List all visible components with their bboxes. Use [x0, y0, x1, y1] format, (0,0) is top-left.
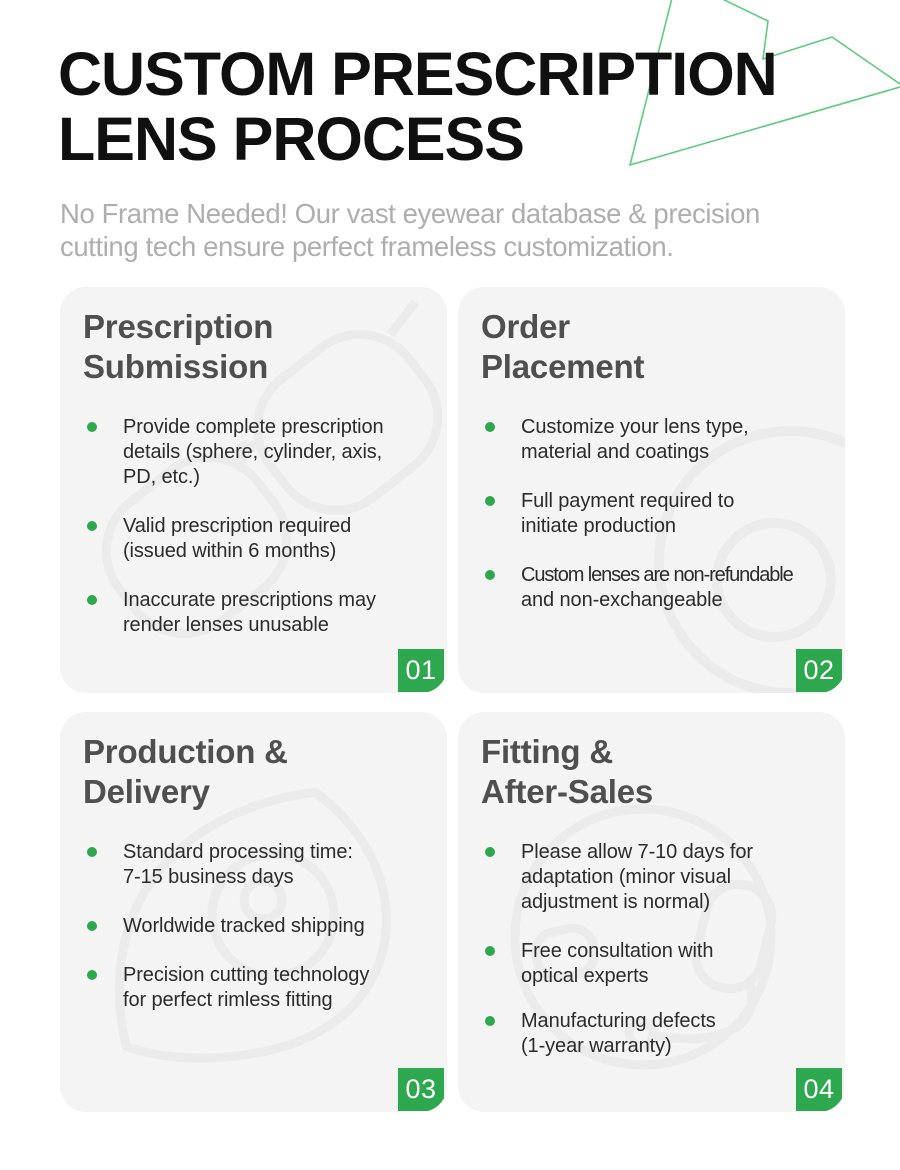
bullet-text: Valid prescription required (issued within 6 months) [123, 515, 352, 562]
bullet-text: Manufacturing defects (1-year warranty) [521, 1010, 716, 1057]
card-title [481, 732, 653, 812]
bullet-dot-icon [485, 847, 495, 857]
bullet-text: Customize your lens type, material and coatings [521, 416, 749, 463]
bullet-text: Full payment required to initiate production [521, 490, 735, 537]
card-title-line: Prescription [83, 308, 274, 345]
bullet-list [60, 840, 447, 1037]
bullet-dot-icon [87, 595, 97, 605]
bullet-dot-icon [485, 496, 495, 506]
step-number-badge: 02 [796, 649, 842, 692]
page-title [58, 42, 777, 172]
card-title [83, 732, 288, 812]
card-title-line: Placement [481, 348, 645, 385]
list-item [60, 514, 447, 564]
card-production-delivery [60, 712, 447, 1112]
list-item [458, 563, 845, 613]
steps-grid [60, 287, 845, 1112]
bullet-text: Standard processing time: 7-15 business days [123, 841, 353, 888]
list-item [458, 1009, 845, 1059]
list-item [60, 914, 447, 939]
bullet-list [60, 415, 447, 662]
bullet-dot-icon [87, 847, 97, 857]
card-title [83, 307, 273, 387]
card-title-line: Submission [83, 348, 269, 385]
bullet-list [458, 840, 845, 1083]
bullet-dot-icon [485, 946, 495, 956]
bullet-dot-icon [87, 422, 97, 432]
list-item [60, 588, 447, 638]
list-item [60, 840, 447, 890]
bullet-dot-icon [87, 521, 97, 531]
step-number-badge: 01 [398, 649, 444, 692]
bullet-dot-icon [485, 422, 495, 432]
bullet-dot-icon [485, 1016, 495, 1026]
list-item [60, 963, 447, 1013]
page-subtitle-line: No Frame Needed! Our vast eyewear database & precision [60, 198, 760, 229]
bullet-text: Precision cutting technology for perfect rimless fitting [123, 964, 370, 1011]
card-title-line: Production & [83, 733, 288, 770]
bullet-list [458, 415, 845, 637]
card-prescription-submission [60, 287, 447, 693]
bullet-text: Free consultation with optical experts [521, 940, 714, 987]
list-item [458, 489, 845, 539]
card-title-line: Fitting & [481, 733, 613, 770]
card-title-line: Delivery [83, 773, 210, 810]
bullet-text: Inaccurate prescriptions may render lenses unusable [123, 589, 376, 636]
card-order-placement [458, 287, 845, 693]
step-number-badge: 03 [398, 1068, 444, 1111]
bullet-text: Please allow 7-10 days for adaptation (minor visual adjustment is normal) [521, 841, 753, 913]
bullet-text: Worldwide tracked shipping [123, 915, 365, 937]
bullet-text: Custom lenses are non-refundable and non-exchangeable [521, 564, 793, 611]
bullet-text: Provide complete prescription details (sphere, cylinder, axis, PD, etc.) [123, 416, 384, 488]
card-title [481, 307, 644, 387]
list-item [458, 415, 845, 465]
card-fitting-after-sales [458, 712, 845, 1112]
card-title-line: After-Sales [481, 773, 654, 810]
page-title-line: LENS PROCESS [58, 105, 524, 173]
page-title-line: CUSTOM PRESCRIPTION [58, 40, 777, 108]
step-number-badge: 04 [796, 1068, 842, 1111]
list-item [60, 415, 447, 490]
card-title-line: Order [481, 308, 570, 345]
bullet-dot-icon [87, 970, 97, 980]
page-subtitle-line: cutting tech ensure perfect frameless customization. [60, 231, 674, 262]
bullet-dot-icon [485, 570, 495, 580]
bullet-dot-icon [87, 921, 97, 931]
page-subtitle [60, 197, 760, 263]
list-item [458, 840, 845, 915]
list-item [458, 939, 845, 989]
